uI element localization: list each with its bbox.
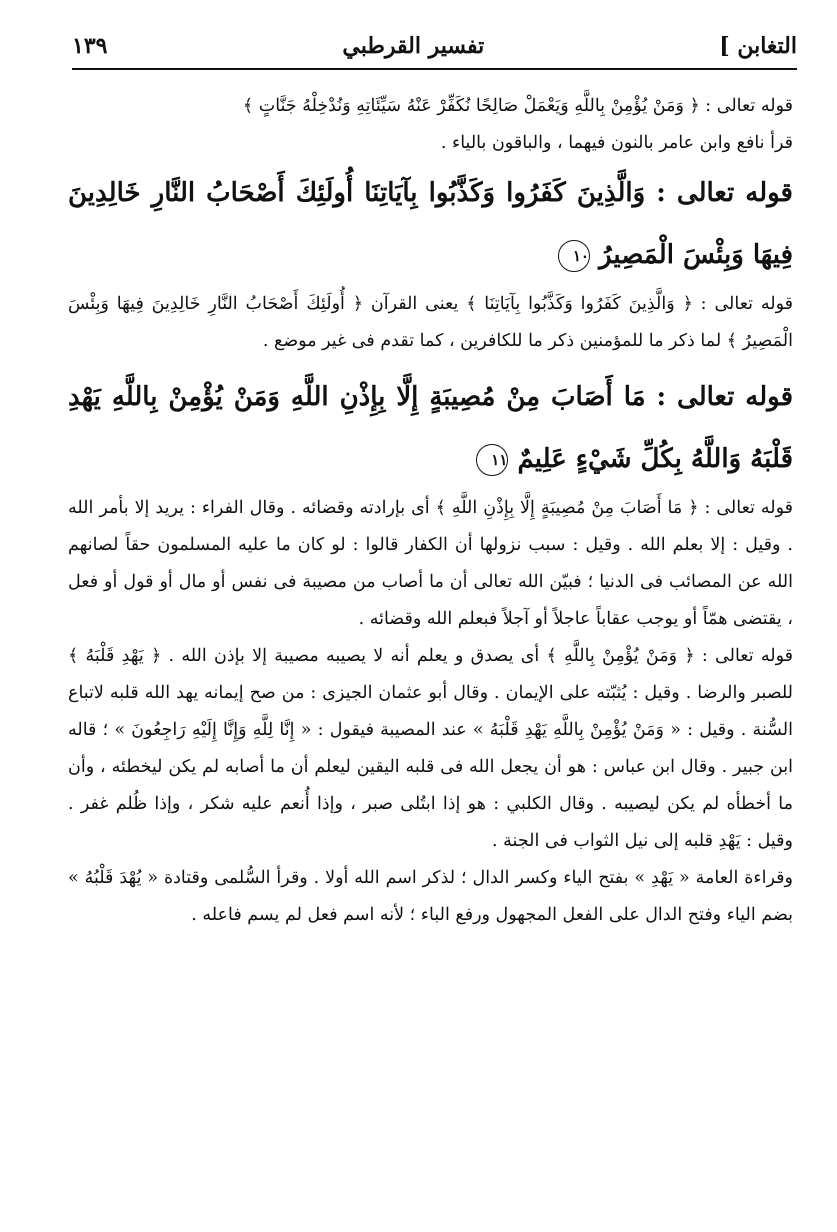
book-title: تفسير القرطبي xyxy=(342,33,485,59)
verse-number-10: ١٠ xyxy=(558,240,590,272)
paragraph-2: قرأ نافع وابن عامر بالنون فيهما ، والباقون بالياء . xyxy=(440,133,793,153)
page-header xyxy=(72,26,797,66)
paragraph-4: قوله تعالى : ﴿ وَالَّذِينَ كَفَرُوا وَكَذَّبُوا بِآيَاتِنَا ﴾ يعنى القرآن ﴿ أُولَئِكَ أَصْحَابُ النَّارِ خَالِدِينَ فِيهَا وَبِئْسَ الْمَصِيرُ ﴾ لما ذكر ما للمؤمنين ذكر ما للكافرين ، كما تقدم فى غير موضع . xyxy=(68,294,793,351)
verse-10 xyxy=(68,162,793,286)
surah-name: التغابن ] xyxy=(719,33,797,59)
page-number: ١٣٩ xyxy=(72,33,108,59)
verse-number-11: ١١ xyxy=(476,444,508,476)
verse-10-text: قوله تعالى : وَالَّذِينَ كَفَرُوا وَكَذَّبُوا بِآيَاتِنَا أُولَئِكَ أَصْحَابُ النَّارِ خَالِدِينَ فِيهَا وَبِئْسَ الْمَصِيرُ xyxy=(68,178,793,270)
verse-11-text: قوله تعالى : مَا أَصَابَ مِنْ مُصِيبَةٍ إِلَّا بِإِذْنِ اللَّهِ وَمَنْ يُؤْمِنْ بِاللَّهِ يَهْدِ قَلْبَهُ وَاللَّهُ بِكُلِّ شَيْءٍ عَلِيمٌ xyxy=(68,382,793,474)
paragraph-8: وقراءة العامة « يَهْدِ » بفتح الياء وكسر الدال ؛ لذكر اسم الله أولا . وقرأ السُّلمى وقتادة « يُهْدَ قَلْبُهُ » بضم الياء وفتح الدال على الفعل المجهول ورفع الباء ؛ لأنه اسم فعل لم يسم فاعله . xyxy=(68,868,793,925)
header-rule xyxy=(72,68,797,70)
page-body xyxy=(68,88,793,934)
paragraph-1: قوله تعالى : ﴿ وَمَنْ يُؤْمِنْ بِاللَّهِ وَيَعْمَلْ صَالِحًا نُكَفِّرْ عَنْهُ سَيِّئَاتِهِ وَنُدْخِلْهُ جَنَّاتٍ ﴾ xyxy=(242,96,793,116)
paragraph-7: قوله تعالى : ﴿ وَمَنْ يُؤْمِنْ بِاللَّهِ ﴾ أى يصدق و يعلم أنه لا يصيبه مصيبة إلا بإذن الله . ﴿ يَهْدِ قَلْبَهُ ﴾ للصبر والرضا . وقيل : يُثبّته على الإيمان . وقال أبو عثمان الجيزى : من صح إيمانه يهد الله قلبه لاتباع السُّنة . وقيل : « وَمَنْ يُؤْمِنْ بِاللَّهِ يَهْدِ قَلْبَهُ » عند المصيبة فيقول : « إِنَّا لِلَّهِ وَإِنَّا إِلَيْهِ رَاجِعُونَ » ؛ قاله ابن جبير . وقال ابن عباس : هو أن يجعل الله فى قلبه اليقين ليعلم أن ما أصابه لم يكن ليخطئه ، وأن ما أخطأه لم يكن ليصيبه . وقال الكلبي : هو إذا ابتُلى صبر ، وإذا أُنعم عليه شكر ، وإذا ظُلم غفر . وقيل : يَهْدِ قلبه إلى نيل الثواب فى الجنة . xyxy=(68,646,793,851)
verse-11 xyxy=(68,366,793,490)
paragraph-6: قوله تعالى : ﴿ مَا أَصَابَ مِنْ مُصِيبَةٍ إِلَّا بِإِذْنِ اللَّهِ ﴾ أى بإرادته وقضائه . وقال الفراء : يريد إلا بأمر الله . وقيل : إلا بعلم الله . وقيل : سبب نزولها أن الكفار قالوا : لو كان ما عليه المسلمون حقاً لصانهم الله عن المصائب فى الدنيا ؛ فبيّن الله تعالى أن ما أصاب من مصيبة فى نفس أو مال أو قول أو فعل ، يقتضى همّاً أو يوجب عقاباً عاجلاً أو آجلاً فبعلم الله وقضائه . xyxy=(68,498,793,629)
